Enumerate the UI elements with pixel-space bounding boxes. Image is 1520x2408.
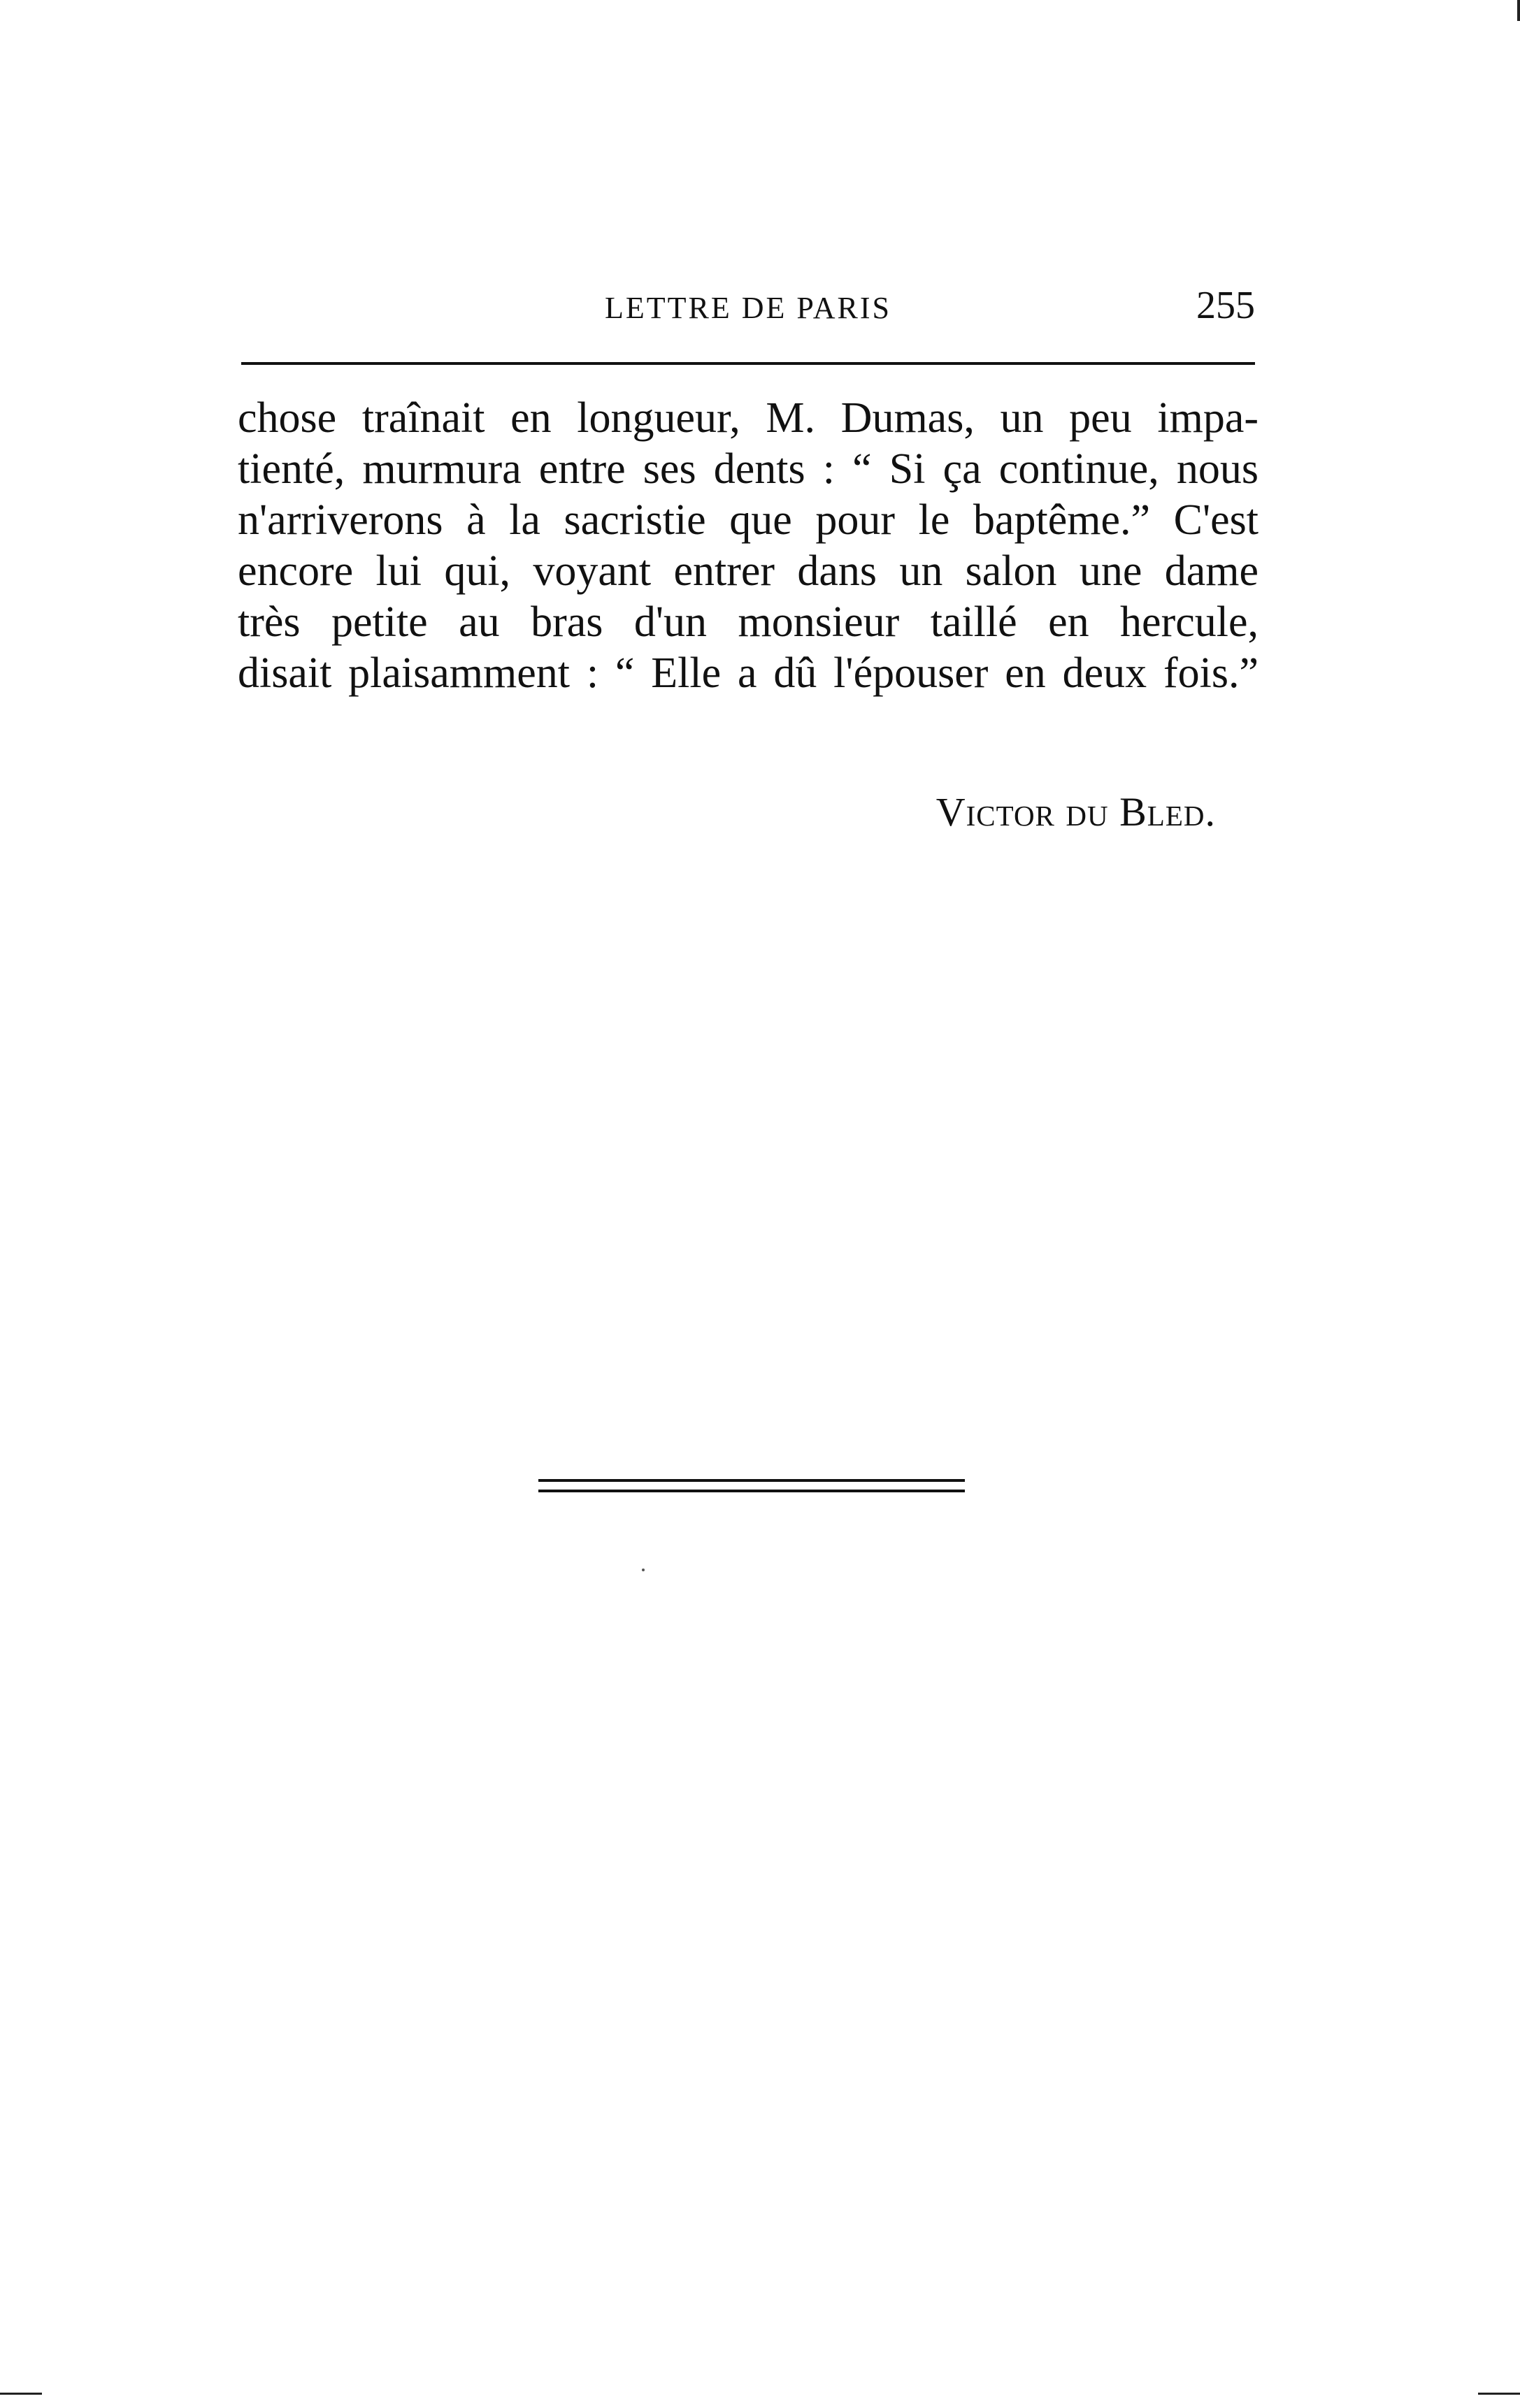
scan-edge-mark: [1517, 0, 1520, 21]
text-line: très petite au bras d'un monsieur taillé en hercule,: [238, 598, 1259, 646]
end-rule-top: [538, 1479, 965, 1482]
running-head: [241, 283, 1255, 332]
text-line: tienté, murmura entre ses dents : “ Si ça continue, nous: [238, 445, 1259, 493]
text-line: encore lui qui, voyant entrer dans un salon une dame: [238, 547, 1259, 595]
end-rule-bottom: [538, 1490, 965, 1492]
scan-edge-mark: [1478, 2393, 1520, 2395]
running-title: LETTRE DE PARIS: [604, 291, 892, 325]
text-line: chose traînait en longueur, M. Dumas, un peu impa-: [238, 394, 1259, 442]
page-number: 255: [1196, 284, 1255, 327]
body-paragraph: [238, 393, 1259, 699]
scan-edge-mark: [0, 2393, 42, 2395]
text-line: disait plaisamment : “ Elle a dû l'épouser en deux fois.”: [238, 649, 1259, 697]
ink-speck: [642, 1569, 645, 1571]
header-rule: [241, 362, 1255, 365]
author-signature: Victor du Bled.: [935, 789, 1216, 835]
text-line: n'arriverons à la sacristie que pour le baptême.” C'est: [238, 496, 1259, 544]
